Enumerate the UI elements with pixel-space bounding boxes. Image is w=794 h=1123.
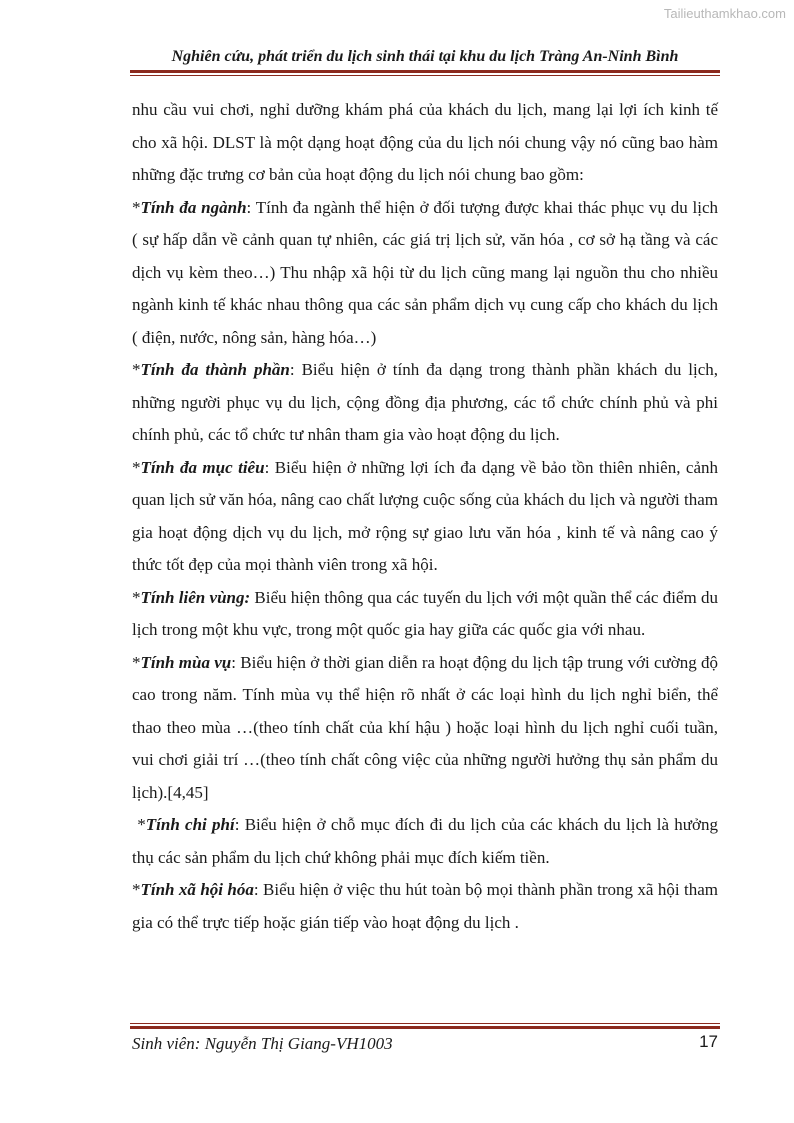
term-separator: : [234, 815, 240, 834]
term-separator: : [289, 360, 295, 379]
feature-term: Tính liên vùng: [140, 587, 251, 607]
bullet-marker: * [132, 587, 141, 607]
feature-item [132, 452, 718, 582]
feature-term: Tính xã hội hóa [140, 880, 254, 899]
feature-description: Biểu hiện ở thời gian diễn ra hoạt động du lịch tập trung với cường độ cao trong năm. Tính mùa vụ thể hiện rõ nhất ở các loại hình du lịch nghỉ biển, thể thao theo mùa …(theo tính chất của khí hậu ) hoặc loại hình du lịch nghỉ cuối tuần, vui chơi giải trí …(theo tính chất công việc của những người hưởng thụ sản phẩm du lịch).[4,45] [132, 652, 718, 802]
bullet-marker: * [132, 815, 146, 834]
watermark: Tailieuthamkhao.com [663, 6, 786, 21]
feature-item [132, 647, 718, 810]
header-rule-thick [130, 70, 720, 73]
header-title: Nghiên cứu, phát triển du lịch sinh thái tại khu du lịch Tràng An-Ninh Bình [171, 48, 679, 65]
feature-description: Biểu hiện ở việc thu hút toàn bộ mọi thành phần trong xã hội tham gia có thể trực tiếp hoặc gián tiếp vào hoạt động du lịch . [132, 880, 718, 932]
body-text [132, 94, 723, 939]
feature-term: Tính đa thành phần [140, 360, 290, 379]
bullet-marker: * [132, 880, 141, 899]
feature-term: Tính đa ngành [140, 197, 247, 217]
term-separator: : [253, 880, 259, 899]
feature-description: Tính đa ngành thể hiện ở đối tượng được khai thác phục vụ du lịch ( sự hấp dẫn về cảnh quan tự nhiên, các giá trị lịch sử, văn hóa , cơ sở hạ tầng và các dịch vụ kèm theo…) Thu nhập xã hội từ du lịch cũng mang lại nguồn thu cho nhiều ngành kinh tế khác nhau thông qua các sản phẩm dịch vụ cung cấp cho khách du lịch ( điện, nước, nông sản, hàng hóa…) [132, 197, 718, 347]
feature-item [132, 582, 718, 647]
footer-author: Sinh viên: Nguyễn Thị Giang-VH1003 [132, 1034, 393, 1053]
term-separator: : [264, 457, 270, 477]
feature-description: Biểu hiện ở những lợi ích đa dạng về bảo tồn thiên nhiên, cảnh quan lịch sử văn hóa, nâng cao chất lượng cuộc sống của khách du lịch và người tham gia hoạt động dịch vụ du lịch, mở rộng sự giao lưu văn hóa , kinh tế và nâng cao ý thức tốt đẹp của mọi thành viên trong xã hội. [132, 457, 718, 574]
feature-term: Tính đa mục tiêu [140, 457, 265, 477]
feature-term: Tính mùa vụ [140, 652, 232, 672]
bullet-marker: * [132, 652, 141, 672]
page-number: 17 [699, 1032, 718, 1051]
feature-item [132, 192, 718, 355]
footer-rule-thin [130, 1023, 720, 1024]
term-separator: : [231, 652, 236, 672]
bullet-marker: * [132, 360, 141, 379]
feature-item [132, 354, 718, 452]
feature-term: Tính chi phí [145, 815, 235, 834]
bullet-marker: * [132, 197, 141, 217]
feature-description: Biểu hiện ở tính đa dạng trong thành phần khách du lịch, những người phục vụ du lịch, cộng đồng địa phương, các tổ chức chính phủ và phi chính phủ, các tổ chức tư nhân tham gia vào hoạt động du lịch. [132, 360, 719, 444]
intro-paragraph: nhu cầu vui chơi, nghỉ dưỡng khám phá của khách du lịch, mang lại lợi ích kinh tế cho xã hội. DLST là một dạng hoạt động của du lịch nói chung vậy nó cũng bao hàm những đặc trưng cơ bản của hoạt động du lịch nói chung bao gồm: [132, 100, 718, 184]
footer-rule-thick [130, 1026, 720, 1029]
feature-description: Biểu hiện ở chỗ mục đích đi du lịch của các khách du lịch là hưởng thụ các sản phẩm du lịch chứ không phải mục đích kiếm tiền. [132, 815, 723, 867]
feature-item [132, 874, 718, 939]
term-separator: : [246, 197, 252, 217]
bullet-marker: * [132, 457, 141, 477]
feature-item [132, 809, 723, 874]
header-rule-thin [130, 75, 720, 76]
feature-description: Biểu hiện thông qua các tuyến du lịch với một quần thể các điểm du lịch trong một khu vực, trong một quốc gia hay giữa các quốc gia với nhau. [132, 587, 718, 639]
